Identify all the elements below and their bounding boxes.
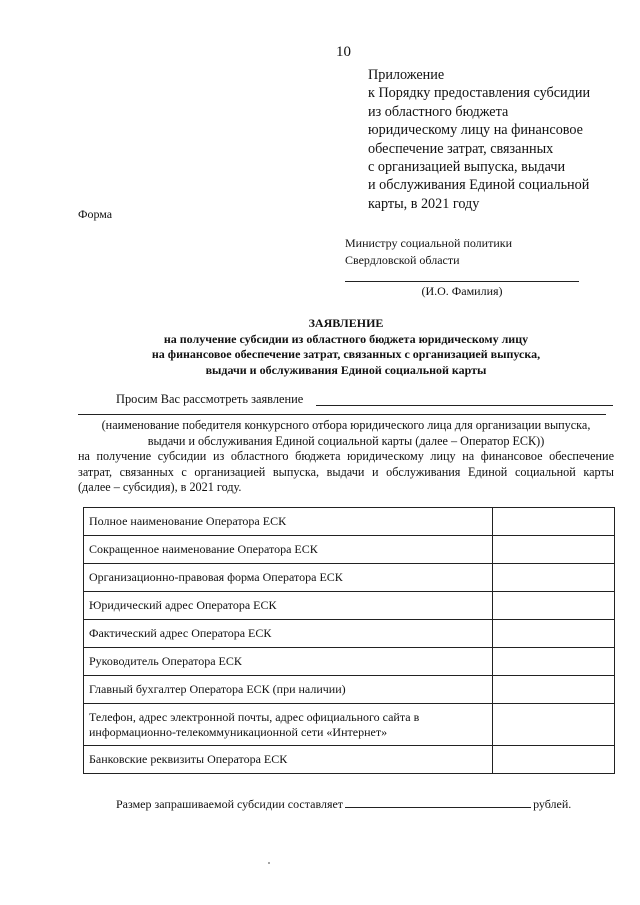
table-row — [84, 746, 615, 774]
row-label: Телефон, адрес электронной почты, адрес официального сайта в информационно-телекоммуникационной сети «Интернет» — [84, 704, 493, 746]
row-value[interactable] — [493, 536, 615, 564]
table-row — [84, 704, 615, 746]
request-blank-line — [316, 405, 613, 406]
row-value[interactable] — [493, 648, 615, 676]
appendix-line: карты, в 2021 году — [368, 195, 480, 212]
appendix-line: к Порядку предоставления субсидии — [368, 85, 591, 102]
row-label: Сокращенное наименование Оператора ЕСК — [84, 536, 493, 564]
appendix-line: и обслуживания Единой социальной — [368, 177, 590, 194]
row-value[interactable] — [493, 508, 615, 536]
request-prefix: Просим Вас рассмотреть заявление — [116, 392, 304, 406]
table-row — [84, 592, 615, 620]
appendix-line: обеспечение затрат, связанных — [368, 140, 554, 157]
body-line: затрат, связанных с организацией выпуска, выдачи и обслуживания Единой социальной карты — [78, 464, 614, 479]
applicant-name-blank-line — [78, 414, 606, 415]
row-label: Фактический адрес Оператора ЕСК — [84, 620, 493, 648]
row-value[interactable] — [493, 564, 615, 592]
row-value[interactable] — [493, 592, 615, 620]
title-line: на финансовое обеспечение затрат, связанных с организацией выпуска, — [151, 347, 541, 361]
page-number: 10 — [336, 44, 351, 60]
table-row — [84, 508, 615, 536]
title-heading: ЗАЯВЛЕНИЕ — [308, 316, 384, 330]
amount-blank-field[interactable] — [345, 797, 531, 808]
row-label: Руководитель Оператора ЕСК — [84, 648, 493, 676]
applicant-caption: выдачи и обслуживания Единой социальной карты (далее – Оператор ЕСК)) — [147, 434, 545, 448]
appendix-note — [368, 66, 618, 213]
row-label: Главный бухгалтер Оператора ЕСК (при наличии) — [84, 676, 493, 704]
body-line: (далее – субсидия), в 2021 году. — [78, 480, 242, 495]
appendix-line: из областного бюджета — [368, 103, 509, 120]
table-row — [84, 648, 615, 676]
appendix-line: с организацией выпуска, выдачи — [368, 159, 566, 176]
requested-amount — [116, 797, 571, 812]
addressee-line: Министру социальной политики — [345, 236, 512, 250]
row-value[interactable] — [493, 704, 615, 746]
amount-suffix: рублей. — [533, 797, 572, 811]
row-value[interactable] — [493, 676, 615, 704]
applicant-caption: (наименование победителя конкурсного отбора юридического лица для организации выпуска, — [101, 418, 591, 432]
row-label: Полное наименование Оператора ЕСК — [84, 508, 493, 536]
row-value[interactable] — [493, 620, 615, 648]
form-label: Форма — [78, 207, 113, 221]
appendix-line: юридическому лицу на финансовое — [368, 122, 583, 139]
appendix-line: Приложение — [368, 67, 445, 83]
row-label: Банковские реквизиты Оператора ЕСК — [84, 746, 493, 774]
scan-speck — [268, 862, 270, 864]
request-body — [78, 449, 614, 496]
amount-prefix: Размер запрашиваемой субсидии составляет — [116, 797, 344, 811]
table-row — [84, 620, 615, 648]
addressee-line: Свердловской области — [345, 253, 460, 267]
table-row — [84, 676, 615, 704]
title-line: на получение субсидии из областного бюджета юридическому лицу — [163, 331, 529, 346]
body-line: на получение субсидии из областного бюджета юридическому лицу на финансовое обеспечение — [78, 449, 614, 463]
table-row — [84, 536, 615, 564]
signature-line — [345, 281, 579, 282]
signature-caption: (И.О. Фамилия) — [421, 284, 503, 298]
row-label: Организационно-правовая форма Оператора ЕСК — [84, 564, 493, 592]
row-label: Юридический адрес Оператора ЕСК — [84, 592, 493, 620]
row-value[interactable] — [493, 746, 615, 774]
document-title — [78, 316, 614, 378]
operator-details-table — [83, 507, 615, 774]
title-line: выдачи и обслуживания Единой социальной карты — [205, 362, 487, 377]
addressee — [345, 235, 512, 269]
table-row — [84, 564, 615, 592]
